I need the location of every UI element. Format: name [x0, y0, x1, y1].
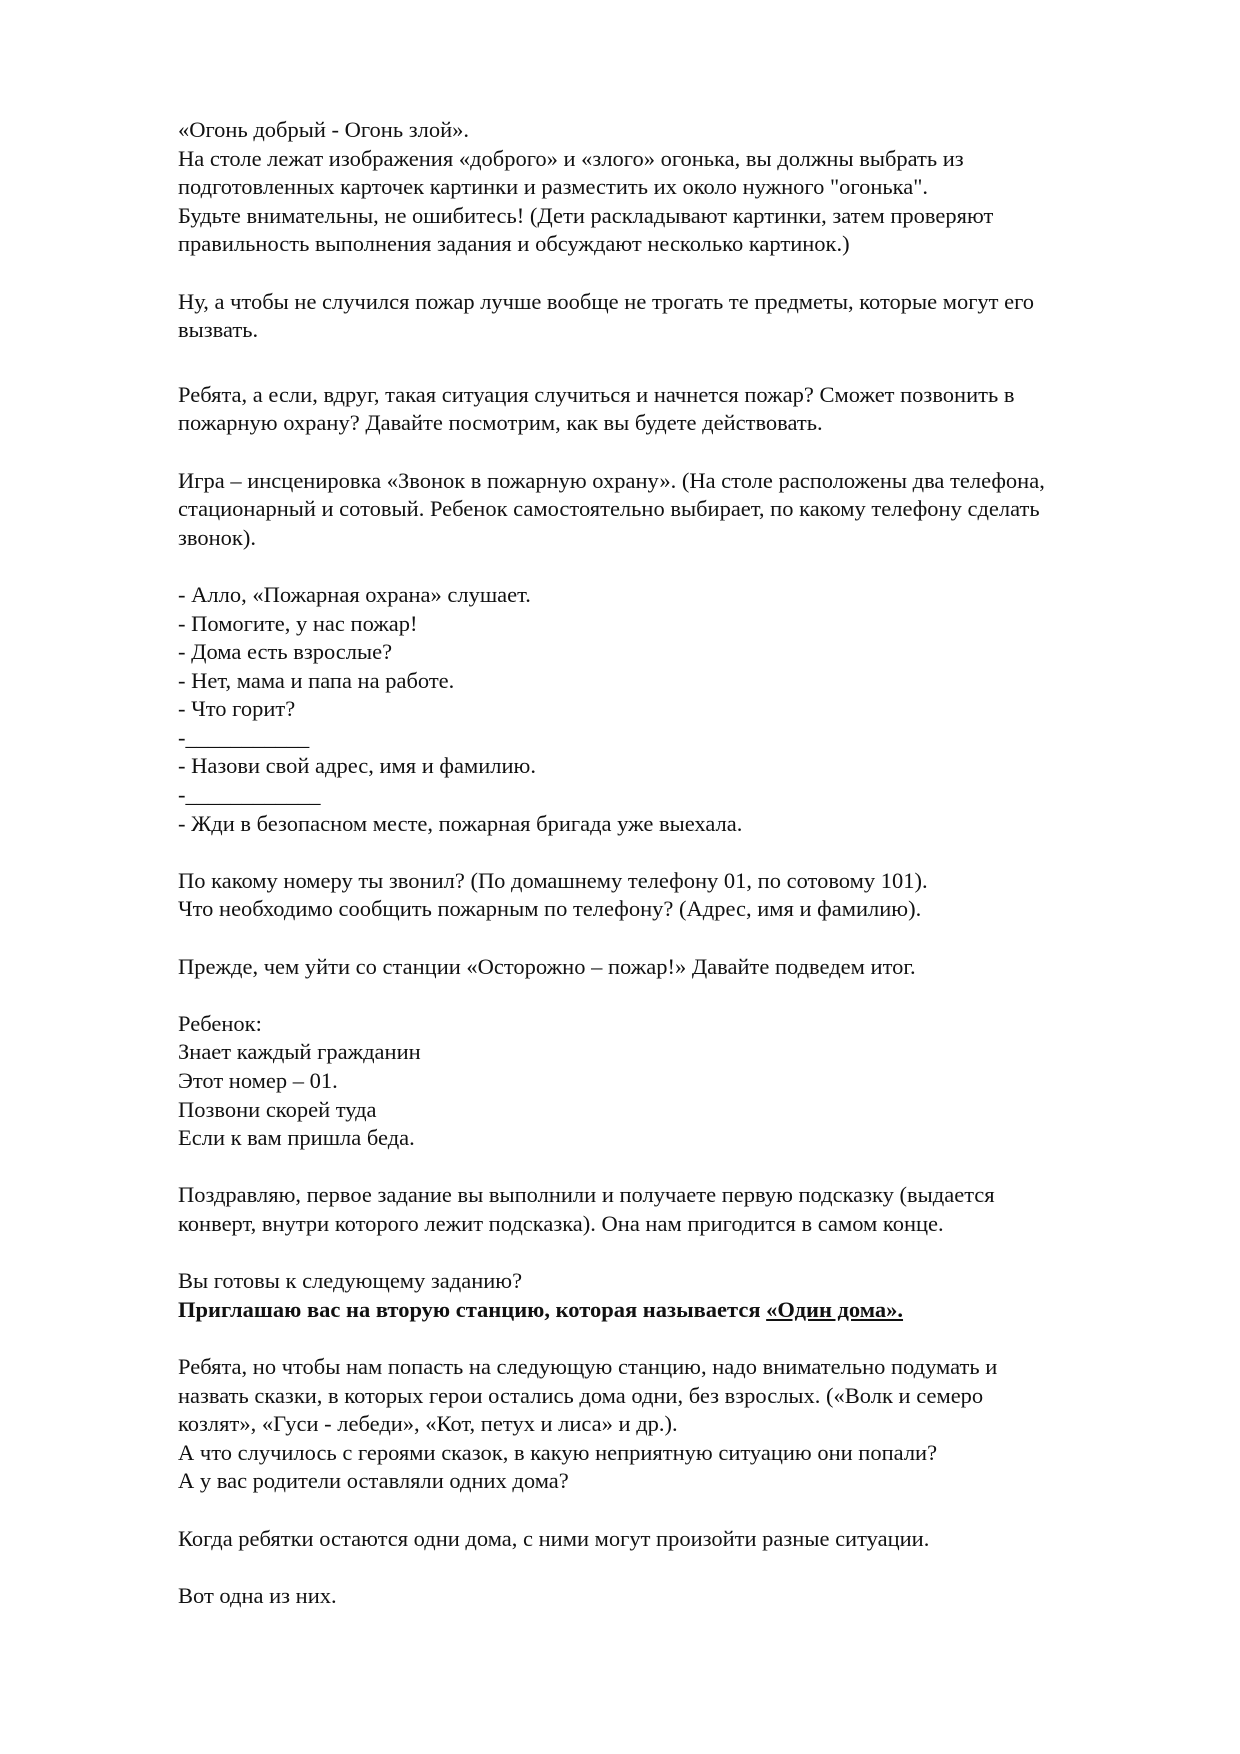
dialogue-line: - Что горит?: [178, 696, 296, 722]
text-line: А у вас родители оставляли одних дома?: [178, 1468, 569, 1494]
text-line: А что случилось с героями сказок, в какую неприятную ситуацию они попали?: [178, 1439, 938, 1465]
poem-line: Знает каждый гражданин: [178, 1039, 421, 1065]
invitation-text: Приглашаю вас на вторую станцию, которая называется: [178, 1296, 767, 1322]
section-game-good-evil-fire: [178, 116, 1168, 259]
dialogue-line: - Жди в безопасном месте, пожарная бригада уже выехала.: [178, 810, 743, 836]
text-line: Будьте внимательны, не ошибитесь! (Дети раскладывают картинки, затем проверяют: [178, 202, 994, 228]
paragraph-questions: [178, 867, 1168, 924]
dialogue-line: - Помогите, у нас пожар!: [178, 610, 418, 636]
text-line: стационарный и сотовый. Ребенок самостоятельно выбирает, по какому телефону сделать: [178, 496, 1040, 522]
game-title: «Огонь добрый - Огонь злой».: [178, 117, 470, 142]
text-line: подготовленных карточек картинки и разместить их около нужного "огонька".: [178, 174, 929, 200]
poem-line: Если к вам пришла беда.: [178, 1125, 415, 1151]
paragraph-summary: Прежде, чем уйти со станции «Осторожно – пожар!» Давайте подведем итог.: [178, 953, 916, 979]
station-invitation: [178, 1296, 1168, 1325]
station-name: «Один дома».: [766, 1296, 904, 1322]
text-line: Что необходимо сообщить пожарным по телефону? (Адрес, имя и фамилию).: [178, 896, 922, 922]
paragraph-situations: Когда ребятки остаются одни дома, с ними могут произойти разные ситуации.: [178, 1525, 930, 1551]
text-line: пожарную охрану? Давайте посмотрим, как вы будете действовать.: [178, 410, 823, 436]
text-line: Ребята, а если, вдруг, такая ситуация случиться и начнется пожар? Сможет позвонить в: [178, 381, 1015, 407]
document-page: [178, 116, 1168, 1610]
paragraph-role-play-game: [178, 467, 1168, 553]
text-line: вызвать.: [178, 317, 259, 343]
dialogue-line: - Назови свой адрес, имя и фамилию.: [178, 753, 536, 779]
text-line: назвать сказки, в которых герои остались дома одни, без взрослых. («Волк и семеро: [178, 1382, 984, 1408]
text-line: На столе лежат изображения «доброго» и «злого» огонька, вы должны выбрать из: [178, 145, 964, 171]
paragraph-one-of-them: Вот одна из них.: [178, 1582, 337, 1608]
phone-dialogue: [178, 581, 1168, 838]
poem-speaker: Ребенок:: [178, 1010, 262, 1036]
text-line: Игра – инсценировка «Звонок в пожарную охрану». (На столе расположены два телефона,: [178, 467, 1045, 493]
paragraph-call-fire-service: [178, 381, 1168, 438]
paragraph-congratulations: [178, 1181, 1168, 1238]
dialogue-line: - Дома есть взрослые?: [178, 639, 393, 665]
text-line: По какому номеру ты звонил? (По домашнему телефону 01, по сотовому 101).: [178, 867, 928, 893]
paragraph-fire-warning: [178, 288, 1168, 345]
text-line: Ну, а чтобы не случился пожар лучше вообще не трогать те предметы, которые могут его: [178, 288, 1035, 314]
child-poem: [178, 1010, 1168, 1153]
dialogue-blank-line: -____________: [178, 782, 321, 808]
dialogue-blank-line: -___________: [178, 724, 310, 750]
text-line: Вы готовы к следующему заданию?: [178, 1268, 523, 1294]
text-line: Поздравляю, первое задание вы выполнили и получаете первую подсказку (выдается: [178, 1182, 995, 1208]
text-line: звонок).: [178, 524, 256, 550]
text-line: Ребята, но чтобы нам попасть на следующую станцию, надо внимательно подумать и: [178, 1353, 998, 1379]
paragraph-fairy-tales: [178, 1353, 1168, 1496]
paragraph-next-station: [178, 1267, 1168, 1324]
poem-line: Этот номер – 01.: [178, 1068, 338, 1093]
text-line: конверт, внутри которого лежит подсказка). Она нам пригодится в самом конце.: [178, 1210, 944, 1236]
text-line: козлят», «Гуси - лебеди», «Кот, петух и лиса» и др.).: [178, 1411, 678, 1437]
dialogue-line: - Нет, мама и папа на работе.: [178, 667, 455, 693]
dialogue-line: - Алло, «Пожарная охрана» слушает.: [178, 581, 531, 607]
text-line: правильность выполнения задания и обсуждают несколько картинок.): [178, 231, 850, 257]
poem-line: Позвони скорей туда: [178, 1096, 377, 1122]
